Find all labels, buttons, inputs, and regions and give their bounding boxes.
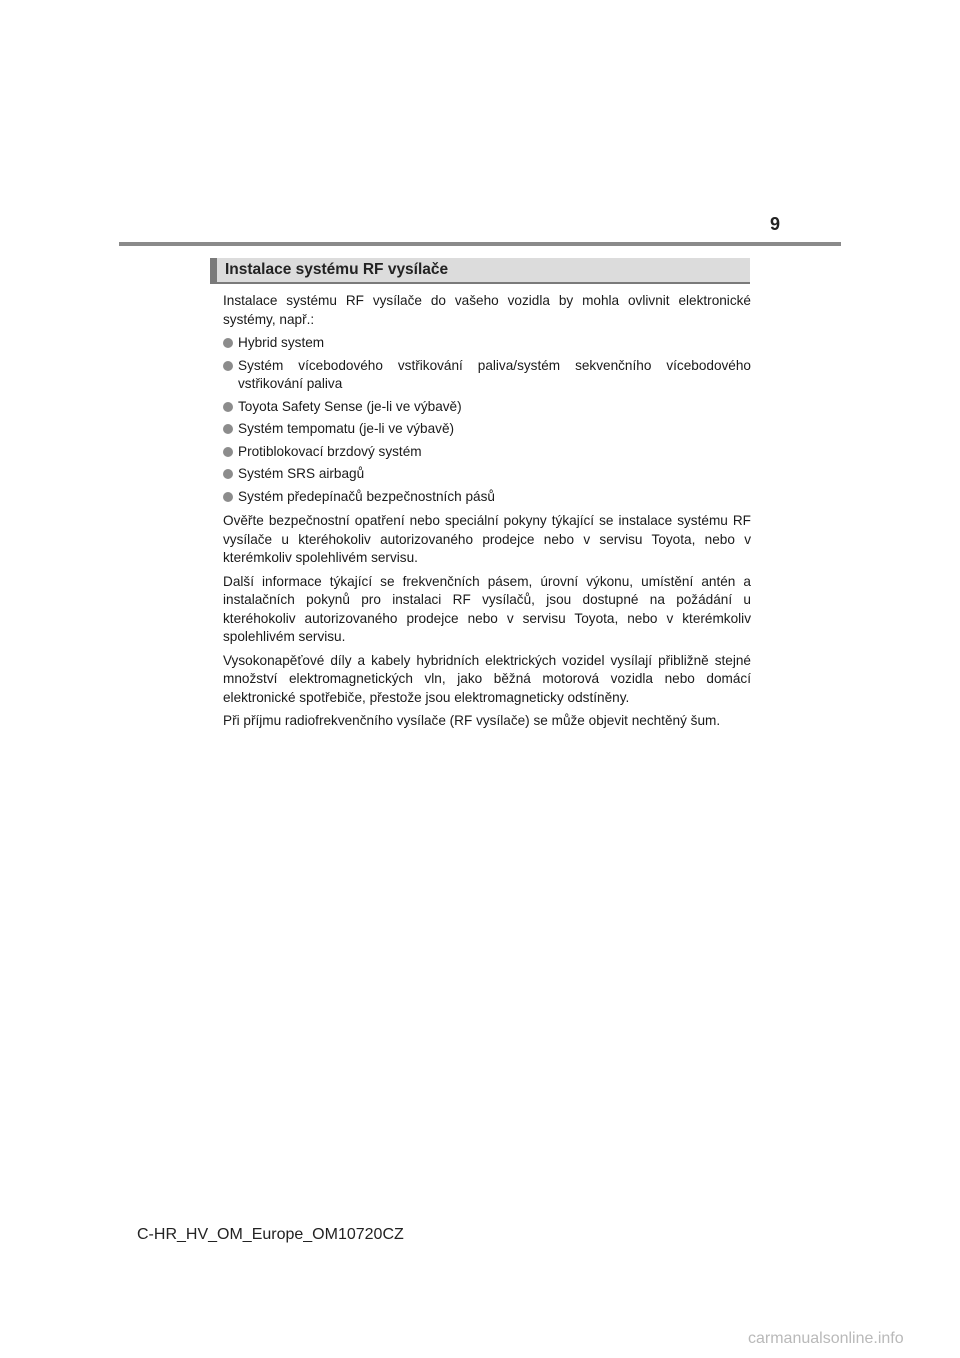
list-item-text: Systém tempomatu (je-li ve výbavě) (238, 421, 455, 436)
list-item-text: Systém předepínačů bezpečnostních pásů (238, 488, 495, 504)
paragraph-noise: Při příjmu radiofrekvenčního vysílače (RF vysílače) se může objevit nechtěný šum. (223, 713, 721, 728)
bullet-icon (223, 424, 233, 434)
list-item (223, 488, 751, 507)
section-title: Instalace systému RF vysílače (225, 261, 449, 278)
list-item (223, 465, 751, 484)
list-item (223, 357, 751, 394)
bullet-list (223, 334, 751, 506)
list-item (223, 334, 751, 353)
list-item (223, 443, 751, 462)
list-item-text: Protiblokovací brzdový systém (238, 443, 422, 459)
bullet-icon (223, 492, 233, 502)
header-rule (119, 242, 841, 246)
section-heading (210, 258, 750, 284)
paragraph-high-voltage: Vysokonapěťové díly a kabely hybridních elektrických vozidel vysílají přibližně stejné množství elektromagnetických vln, jako běžná motorová vozidla nebo domácí elektronické spotřebiče, přestože jsou elektromagneticky odstíněny. (223, 652, 751, 705)
page-number: 9 (769, 214, 780, 234)
list-item (223, 398, 751, 417)
list-item-text: Toyota Safety Sense (je-li ve výbavě) (238, 398, 462, 414)
content-body (223, 292, 751, 736)
list-item-text: Hybrid system (238, 335, 325, 350)
bullet-icon (223, 402, 233, 412)
intro-paragraph: Instalace systému RF vysílače do vašeho vozidla by mohla ovlivnit elektronické systémy, např.: (223, 293, 751, 327)
bullet-icon (223, 338, 233, 348)
paragraph-dealer-check: Ověřte bezpečnostní opatření nebo speciální pokyny týkající se instalace systému RF vysílače u kteréhokoliv autorizovaného prodejce nebo v servisu Toyota, nebo v kterémkoliv spolehlivém servisu. (223, 513, 751, 565)
paragraph-frequency-info: Další informace týkající se frekvenčních pásem, úrovní výkonu, umístění antén a instalačních pokynů pro instalaci RF vysílačů, jsou dostupné na požádání u kteréhokoliv autorizovaného prodejce nebo v servisu Toyota, nebo v kterémkoliv spolehlivém servisu. (223, 573, 751, 644)
bullet-icon (223, 469, 233, 479)
list-item-text: Systém vícebodového vstřikování paliva/systém sekvenčního vícebodového vstřikování paliva (238, 357, 751, 391)
list-item (223, 420, 751, 439)
list-item-text: Systém SRS airbagů (238, 466, 365, 481)
footer-document-code: C-HR_HV_OM_Europe_OM10720CZ (137, 1226, 404, 1243)
bullet-icon (223, 361, 233, 371)
watermark: carmanualsonline.info (748, 1330, 904, 1347)
bullet-icon (223, 447, 233, 457)
